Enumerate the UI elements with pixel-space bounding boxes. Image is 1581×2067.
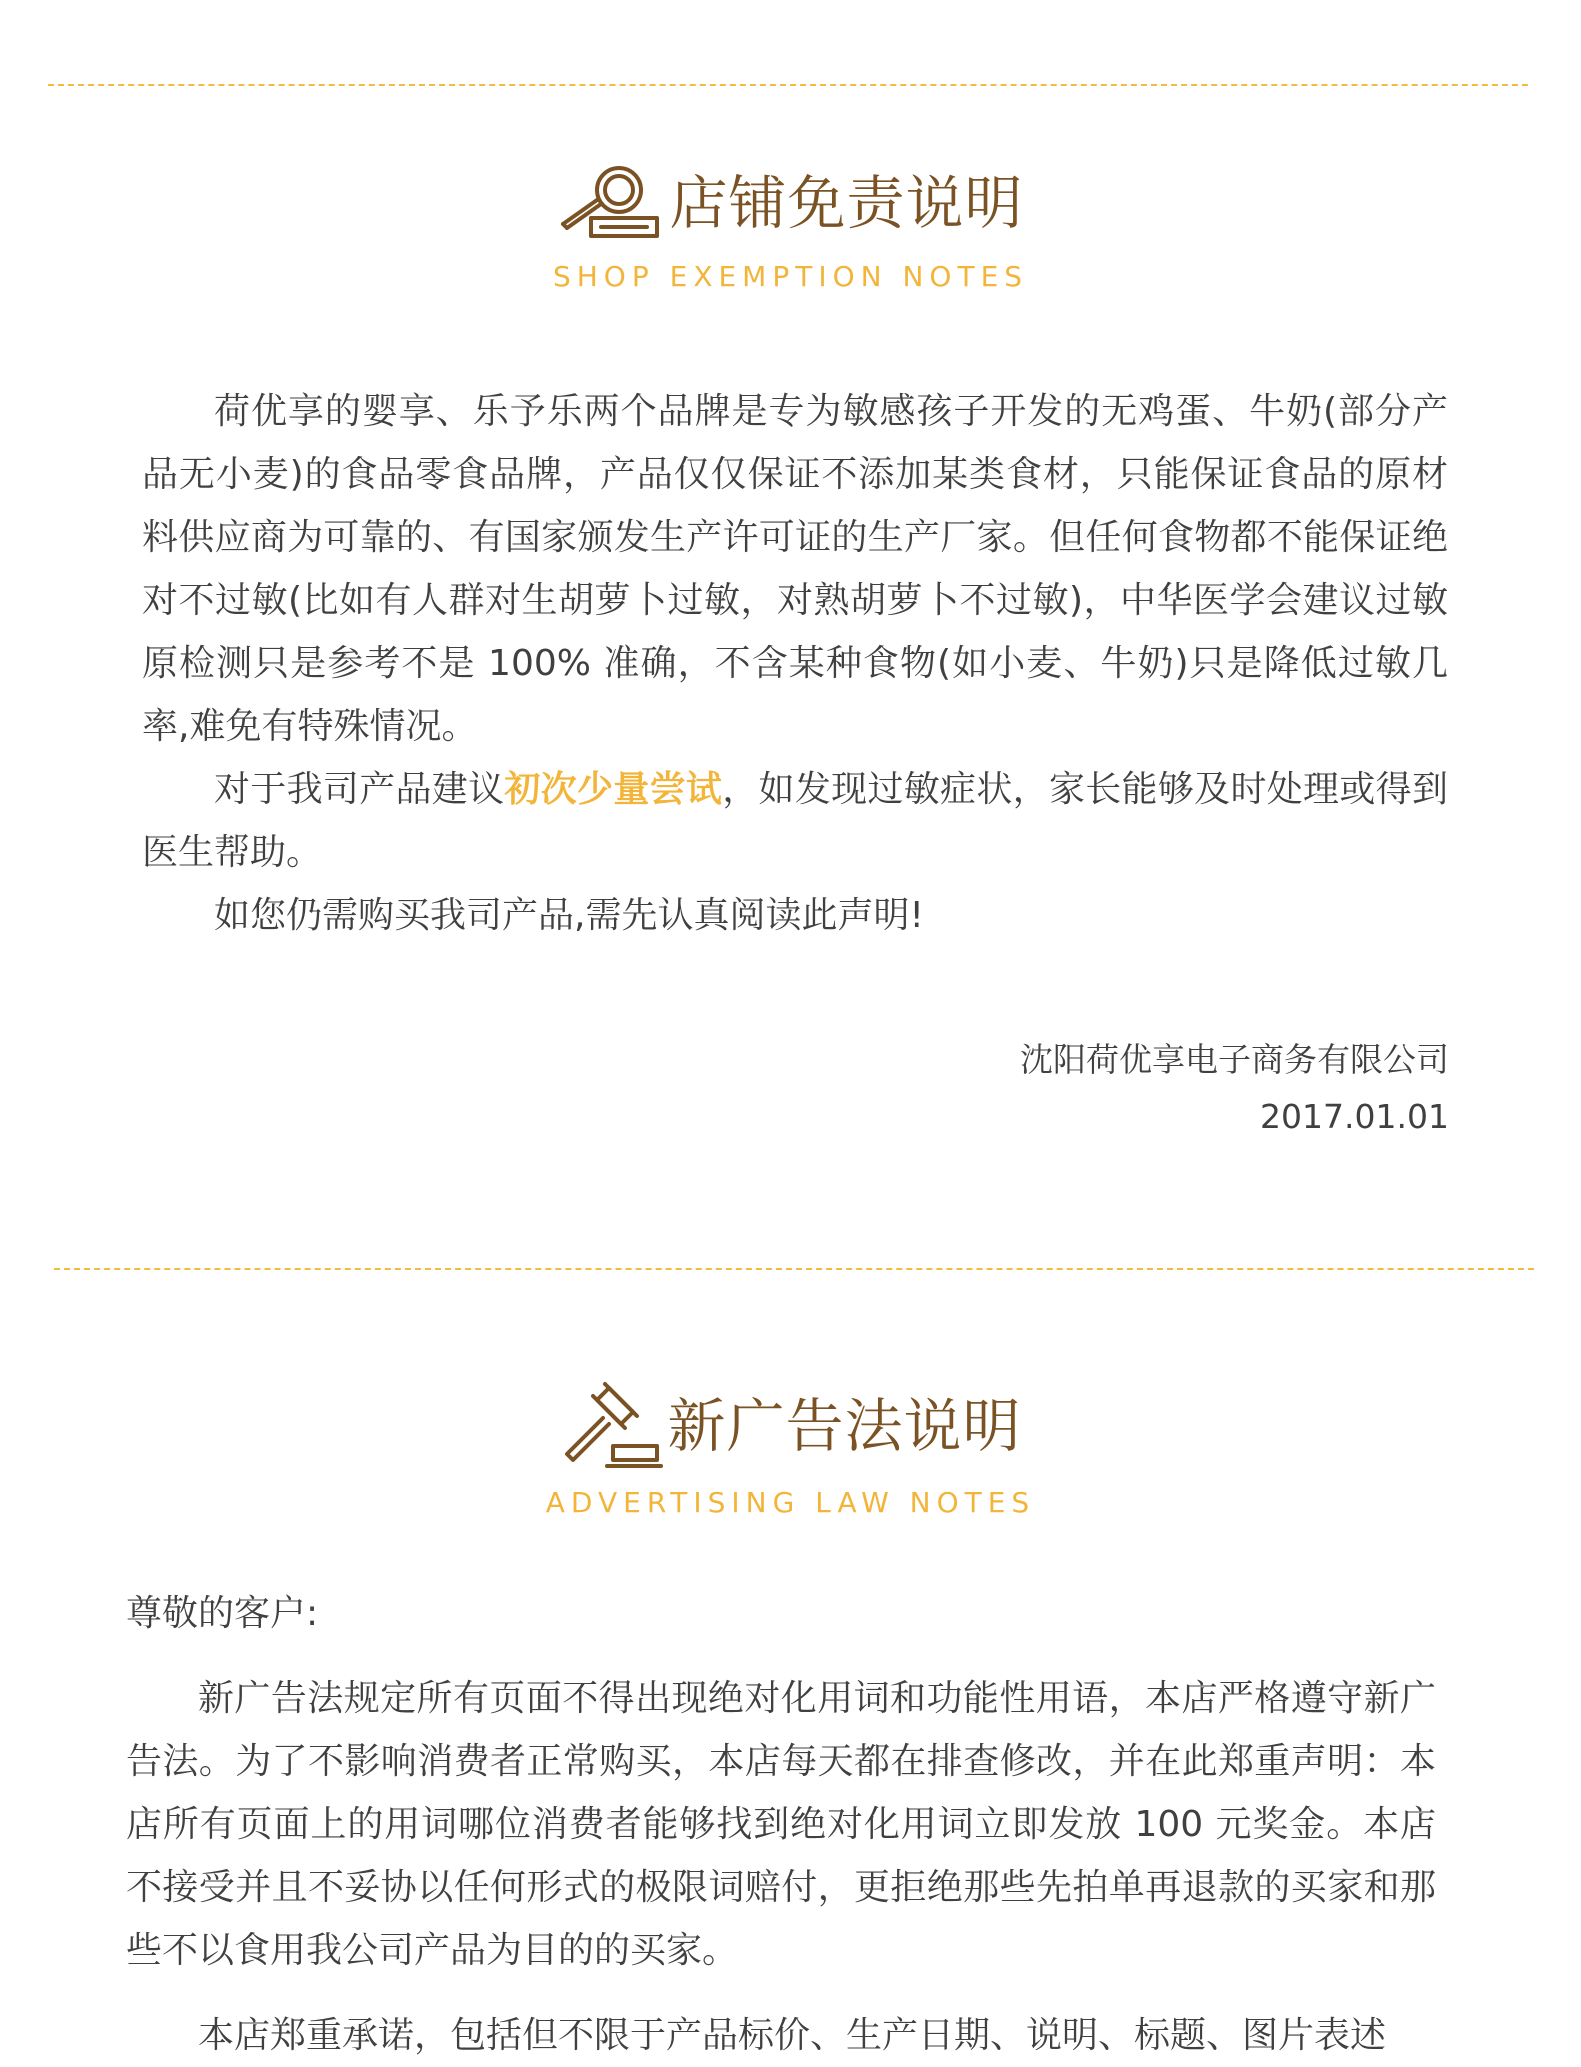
heading-row — [559, 1380, 1021, 1472]
section-title: 新广告法说明 — [667, 1392, 1022, 1460]
magnifier-on-paper-icon — [557, 160, 665, 246]
company-signature: 沈阳荷优享电子商务有限公司 — [1020, 1040, 1449, 1079]
gavel-icon — [559, 1380, 663, 1472]
highlight-text: 初次少量尝试 — [504, 769, 723, 810]
text-before-highlight: 对于我司产品建议 — [214, 769, 505, 810]
section-heading-shop-exemption — [0, 160, 1581, 293]
section-heading-advertising-law — [0, 1380, 1581, 1519]
paragraph: 新广告法规定所有页面不得出现绝对化用词和功能性用语，本店严格遵守新广告法。为了不影响消费者正常购买，本店每天都在排查修改，并在此郑重声明：本店所有页面上的用词哪位消费者能够找到绝对化用词立即发放 100 元奖金。本店不接受并且不妥协以任何形式的极限词赔付，更拒绝那些先拍单再退款的买家和那些不以食用我公司产品为目的的买家。 — [126, 1678, 1436, 1971]
section-title: 店铺免责说明 — [669, 169, 1024, 237]
paragraph-partial: 本店郑重承诺，包括但不限于产品标价、生产日期、说明、标题、图片表述 — [198, 2015, 1387, 2056]
middle-dashed-divider — [54, 1268, 1534, 1270]
heading-row — [557, 160, 1023, 246]
top-dashed-divider — [48, 84, 1528, 86]
greeting: 尊敬的客户: — [126, 1593, 319, 1634]
signature-date: 2017.01.01 — [1260, 1097, 1449, 1136]
shop-exemption-body — [142, 380, 1448, 947]
advertising-law-body — [126, 1582, 1436, 2067]
paragraph: 如您仍需购买我司产品,需先认真阅读此声明! — [214, 895, 924, 936]
paragraph: 荷优享的婴享、乐予乐两个品牌是专为敏感孩子开发的无鸡蛋、牛奶(部分产品无小麦)的食品零食品牌，产品仅仅保证不添加某类食材，只能保证食品的原材料供应商为可靠的、有国家颁发生产许可证的生产厂家。但任何食物都不能保证绝对不过敏(比如有人群对生胡萝卜过敏，对熟胡萝卜不过敏)，中华医学会建议过敏原检测只是参考不是 100% 准确，不含某种食物(如小麦、牛奶)只是降低过敏几率,难免有特殊情况。 — [142, 391, 1448, 747]
section-subtitle: SHOP EXEMPTION NOTES — [552, 260, 1029, 293]
paragraph-recommendation — [142, 758, 1448, 884]
text-after-highlight: ，如发现过敏症状，家长能够及时处理或得到医生帮助。 — [142, 769, 1448, 873]
section-subtitle: ADVERTISING LAW NOTES — [545, 1486, 1036, 1519]
